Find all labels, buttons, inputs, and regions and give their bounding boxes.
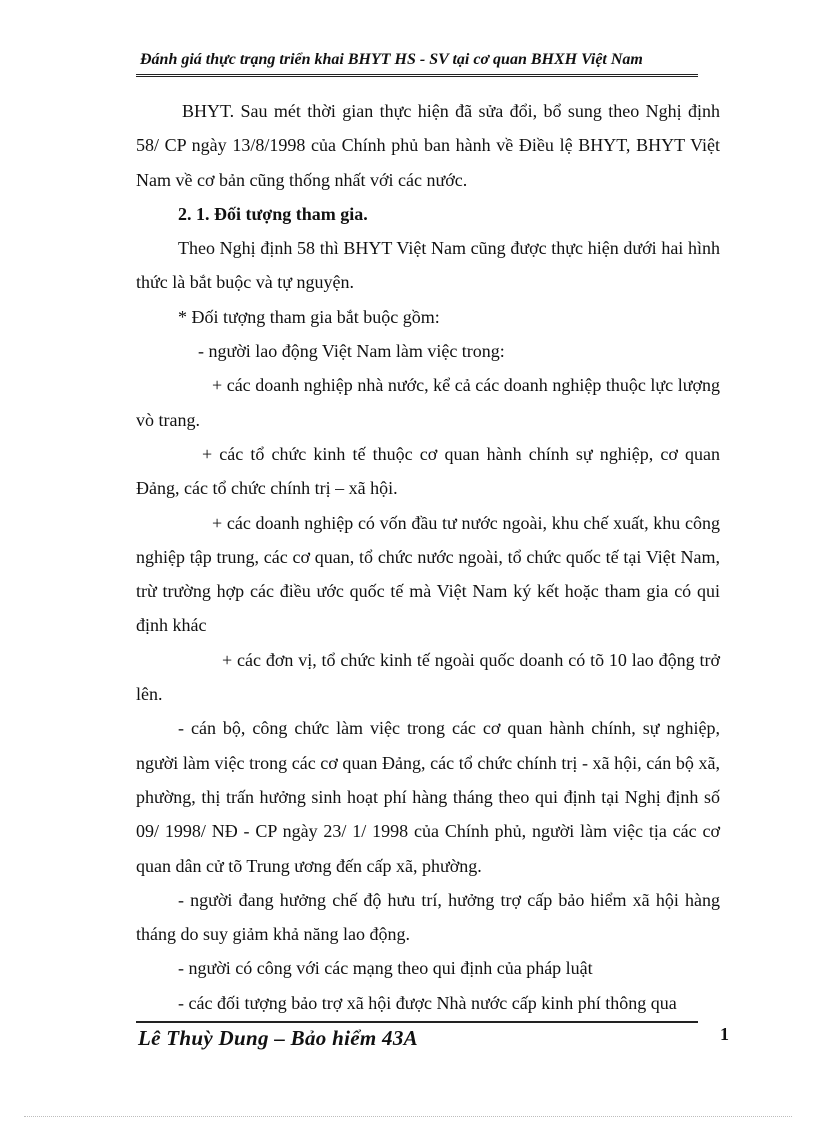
page-number: 1 [720,1024,729,1044]
paragraph: * Đối tượng tham gia bắt buộc gồm: [178,306,440,327]
paragraph: - người đang hưởng chế độ hưu trí, hưởng trợ cấp bảo hiểm xã hội hàng tháng do suy giảm khả năng lao động. [136,889,720,945]
paragraph: Theo Nghị định 58 thì BHYT Việt Nam cũng được thực hiện dưới hai hình thức là bắt buộc và tự nguyện. [136,238,720,293]
paragraph: - người lao động Việt Nam làm việc trong: [198,341,505,362]
footer-divider [136,1021,698,1023]
page-header [136,50,698,77]
paragraph: - cán bộ, công chức làm việc trong các cơ quan hành chính, sự nghiệp, người làm việc trong các cơ quan Đảng, các tổ chức chính trị - xã hội, cán bộ xã, phường, thị trấn hưởng sinh hoạt phí hàng tháng theo qui định tại Nghị định số 09/ 1998/ NĐ - CP ngày 23/ 1/ 1998 của Chính phủ, người làm việc tịa các cơ quan dân cử tõ Trung ương đến cấp xã, phường. [136,718,720,876]
paragraph: + các đơn vị, tổ chức kinh tế ngoài quốc doanh có tõ 10 lao động trở lên. [136,649,720,705]
paragraph: - các đối tượng bảo trợ xã hội được Nhà nước cấp kinh phí thông qua [178,992,677,1013]
paragraph: - người có công với các mạng theo qui định của pháp luật [178,958,593,979]
paragraph: + các tổ chức kinh tế thuộc cơ quan hành chính sự nghiệp, cơ quan Đảng, các tổ chức chính trị – xã hội. [136,443,720,499]
paragraph: + các doanh nghiệp có vốn đầu tư nước ngoài, khu chế xuất, khu công nghiệp tập trung, các cơ quan, tổ chức nước ngoài, tổ chức quốc tế tại Việt Nam, trừ trường hợp các điều ước quốc tế mà Việt Nam ký kết hoặc tham gia có qui định khác [136,512,720,636]
document-body [136,94,720,1020]
page-bottom-border [24,1116,792,1117]
header-title: Đánh giá thực trạng triển khai BHYT HS - SV tại cơ quan BHXH Việt Nam [140,51,643,68]
section-heading: 2. 1. Đối tượng tham gia. [178,203,368,224]
paragraph: BHYT. Sau mét thời gian thực hiện đã sửa đổi, bổ sung theo Nghị định 58/ CP ngày 13/8/1998 của Chính phủ ban hành về Điều lệ BHYT, BHYT Việt Nam về cơ bản cũng thống nhất với các nước. [136,101,720,190]
paragraph: + các doanh nghiệp nhà nước, kể cả các doanh nghiệp thuộc lực lượng vò trang. [136,375,720,430]
footer-author: Lê Thuỳ Dung – Bảo hiểm 43A [138,1026,418,1050]
